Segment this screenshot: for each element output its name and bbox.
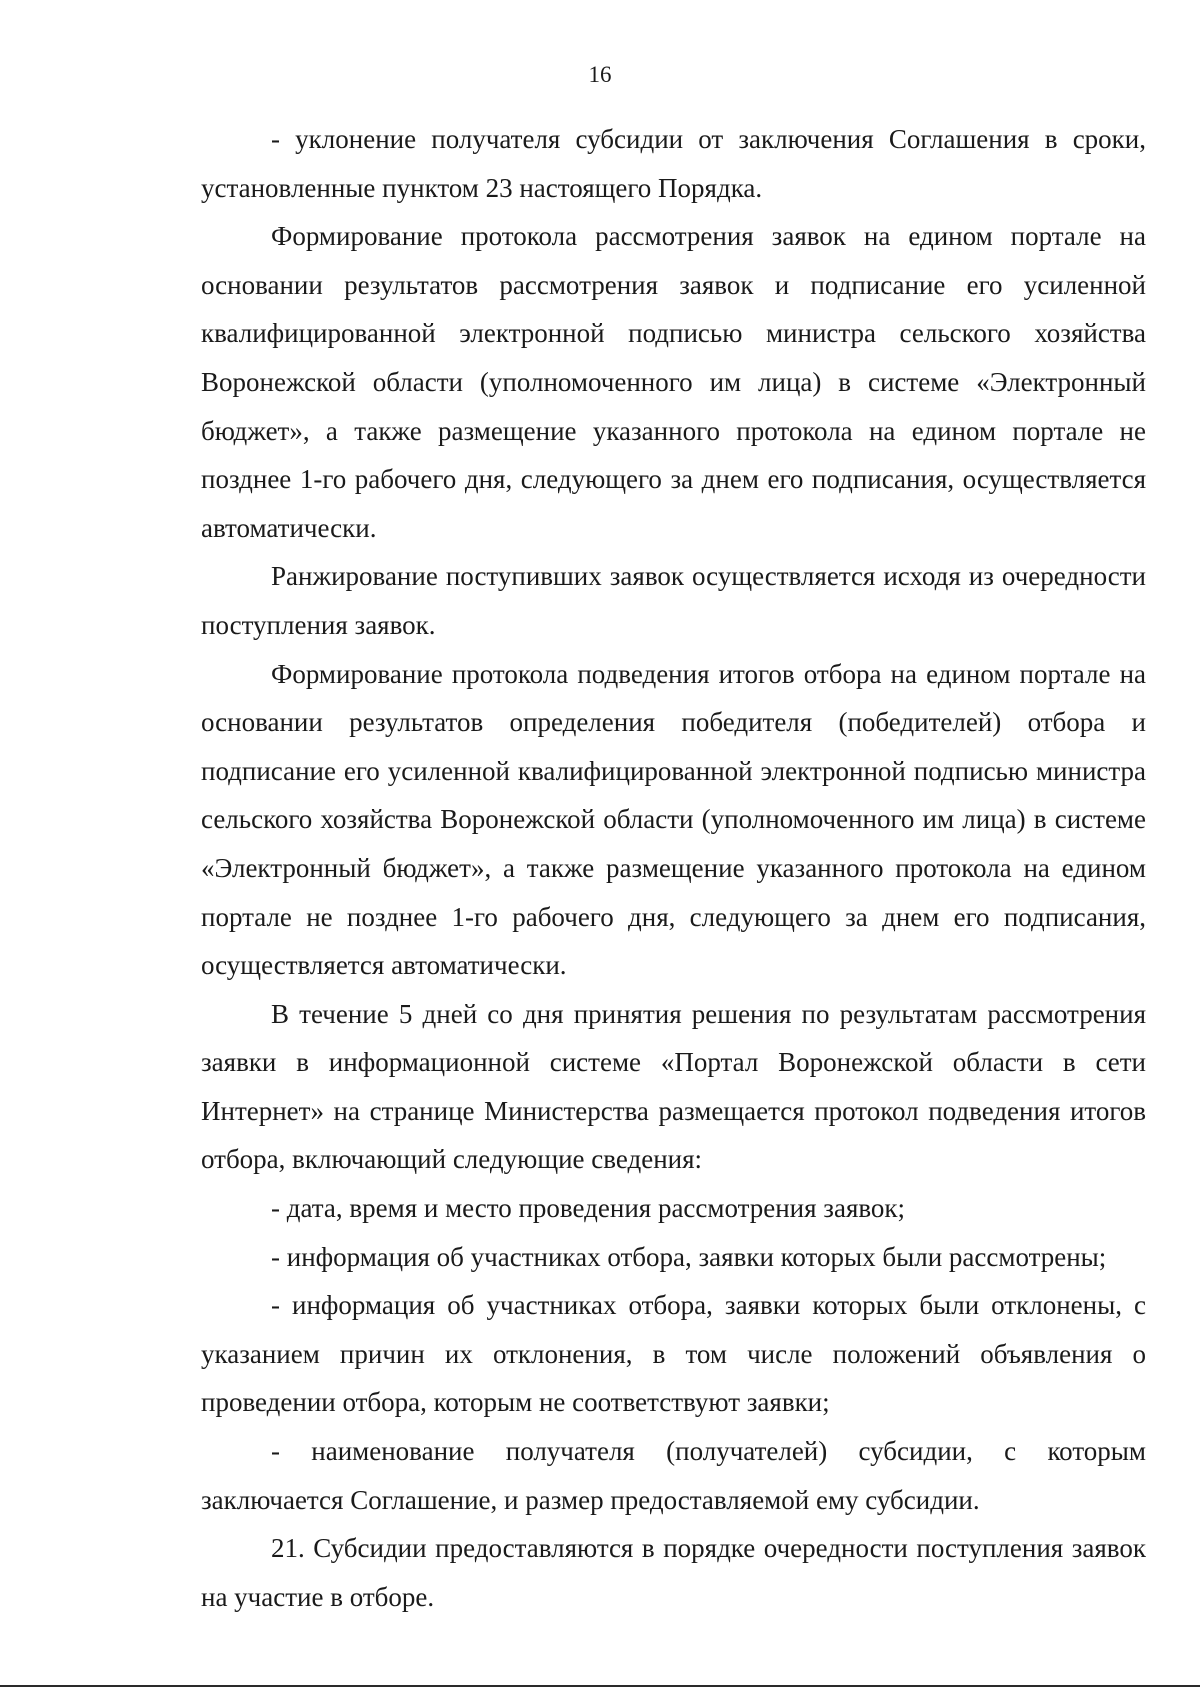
paragraph-results-protocol: Формирование протокола подведения итогов отбора на едином портале на основании результатов определения победителя (победителей) отбора и подписание его усиленной квалифицированной электронной подписью министра сельского хозяйства Воронежской области (уполномоченного им лица) в системе «Электронный бюджет», а также размещение указанного протокола на едином портале не позднее 1-го рабочего дня, следующего за днем его подписания, осуществляется автоматически. bbox=[201, 658, 1146, 981]
bottom-divider bbox=[0, 1685, 1200, 1687]
paragraph-review-protocol: Формирование протокола рассмотрения заявок на едином портале на основании результатов рассмотрения заявок и подписание его усиленной квалифицированной электронной подписью министра сельского хозяйства Воронежской области (уполномоченного им лица) в системе «Электронный бюджет», а также размещение указанного протокола на едином портале не позднее 1-го рабочего дня, следующего за днем его подписания, осуществляется автоматически. bbox=[201, 221, 1146, 543]
paragraph-ranking: Ранжирование поступивших заявок осуществляется исходя из очередности поступления заявок. bbox=[201, 561, 1146, 640]
paragraph-publication: В течение 5 дней со дня принятия решения по результатам рассмотрения заявки в информационной системе «Портал Воронежской области в сети Интернет» на странице Министерства размещается протокол подведения итогов отбора, включающий следующие сведения: bbox=[201, 998, 1146, 1175]
document-body bbox=[201, 115, 1146, 1621]
list-item-date-time-place: - дата, время и место проведения рассмотрения заявок; bbox=[271, 1193, 906, 1224]
list-item-rejected-participants: - информация об участниках отбора, заявки которых были отклонены, с указанием причин их отклонения, в том числе положений объявления о проведении отбора, которым не соответствуют заявки; bbox=[201, 1290, 1146, 1418]
list-item-reviewed-participants: - информация об участниках отбора, заявки которых были рассмотрены; bbox=[271, 1241, 1107, 1272]
paragraph-clause-21: 21. Субсидии предоставляются в порядке очередности поступления заявок на участие в отборе. bbox=[201, 1533, 1146, 1612]
paragraph-evasion-clause: - уклонение получателя субсидии от заключения Соглашения в сроки, установленные пунктом 23 настоящего Порядка. bbox=[201, 124, 1146, 203]
list-item-recipient-name: - наименование получателя (получателей) субсидии, с которым заключается Соглашение, и размер предоставляемой ему субсидии. bbox=[201, 1436, 1146, 1515]
page-number: 16 bbox=[588, 62, 612, 87]
